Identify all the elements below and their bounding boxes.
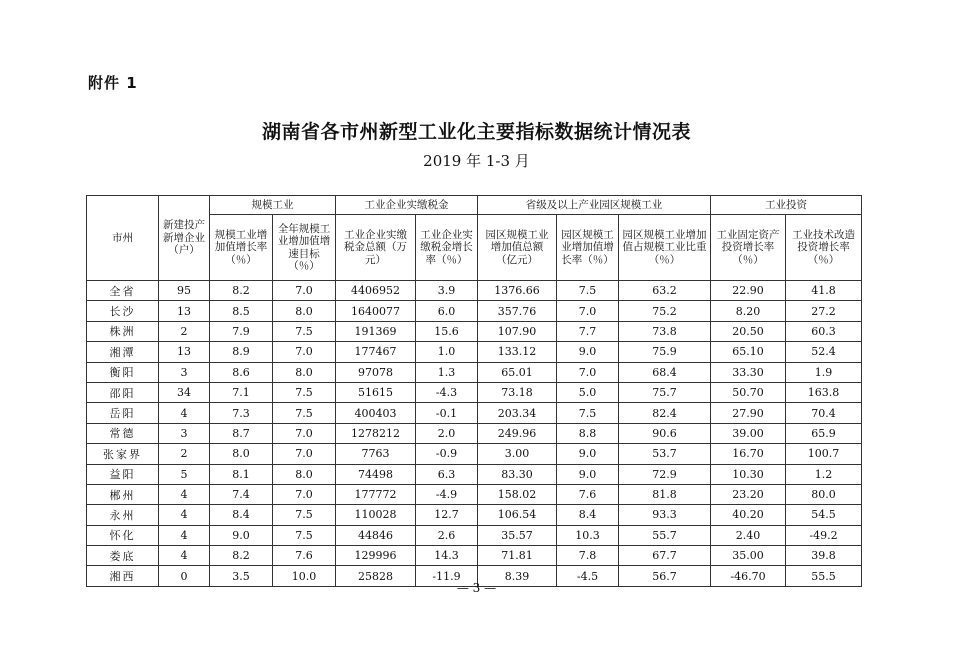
cell-scale-growth: 7.3 xyxy=(210,403,273,423)
cell-tech-invest: 60.3 xyxy=(786,321,862,341)
cell-scale-growth: 7.4 xyxy=(210,484,273,504)
cell-fixed-invest: 27.90 xyxy=(711,403,786,423)
cell-tech-invest: 100.7 xyxy=(786,444,862,464)
cell-scale-growth: 3.5 xyxy=(210,566,273,586)
cell-scale-growth: 8.4 xyxy=(210,505,273,525)
table-row xyxy=(87,484,862,504)
cell-tax-growth: 1.0 xyxy=(416,342,478,362)
cell-park-value: 133.12 xyxy=(478,342,557,362)
cell-park-value: 83.30 xyxy=(478,464,557,484)
cell-city: 湘西 xyxy=(87,566,159,586)
cell-tax-total: 1640077 xyxy=(336,301,416,321)
col-header-new-enterprises: 新建投产新增企业（户） xyxy=(159,196,210,281)
cell-tax-total: 191369 xyxy=(336,321,416,341)
cell-tech-invest: 65.9 xyxy=(786,423,862,443)
cell-park-value: 73.18 xyxy=(478,382,557,402)
cell-fixed-invest: 40.20 xyxy=(711,505,786,525)
cell-city: 益阳 xyxy=(87,464,159,484)
cell-new-enterprises: 3 xyxy=(159,362,210,382)
cell-tax-total: 25828 xyxy=(336,566,416,586)
table-body xyxy=(87,281,862,587)
cell-new-enterprises: 34 xyxy=(159,382,210,402)
cell-tech-invest: 1.9 xyxy=(786,362,862,382)
cell-annual-target: 8.0 xyxy=(273,362,336,382)
cell-new-enterprises: 4 xyxy=(159,403,210,423)
cell-park-growth: 7.8 xyxy=(557,546,619,566)
col-header-fixed-invest: 工业固定资产投资增长率（％） xyxy=(711,215,786,281)
cell-park-growth: 7.7 xyxy=(557,321,619,341)
cell-new-enterprises: 2 xyxy=(159,444,210,464)
cell-city: 娄底 xyxy=(87,546,159,566)
cell-park-value: 158.02 xyxy=(478,484,557,504)
cell-new-enterprises: 4 xyxy=(159,484,210,504)
cell-tax-total: 4406952 xyxy=(336,281,416,301)
cell-tax-growth: -0.1 xyxy=(416,403,478,423)
cell-tax-growth: 3.9 xyxy=(416,281,478,301)
cell-tax-growth: -11.9 xyxy=(416,566,478,586)
cell-scale-growth: 8.0 xyxy=(210,444,273,464)
cell-tax-growth: 6.3 xyxy=(416,464,478,484)
cell-park-growth: 9.0 xyxy=(557,342,619,362)
cell-park-share: 55.7 xyxy=(619,525,711,545)
table-row xyxy=(87,423,862,443)
col-header-city: 市州 xyxy=(87,196,159,281)
cell-park-value: 357.76 xyxy=(478,301,557,321)
cell-city: 长沙 xyxy=(87,301,159,321)
cell-tech-invest: 80.0 xyxy=(786,484,862,504)
cell-city: 郴州 xyxy=(87,484,159,504)
cell-park-share: 68.4 xyxy=(619,362,711,382)
cell-park-growth: 5.0 xyxy=(557,382,619,402)
cell-annual-target: 7.5 xyxy=(273,403,336,423)
cell-city: 怀化 xyxy=(87,525,159,545)
cell-scale-growth: 8.1 xyxy=(210,464,273,484)
cell-tax-growth: 2.0 xyxy=(416,423,478,443)
col-header-scale-growth: 规模工业增加值增长率（％） xyxy=(210,215,273,281)
cell-tax-growth: -4.3 xyxy=(416,382,478,402)
group-header-park: 省级及以上产业园区规模工业 xyxy=(478,196,711,215)
cell-tax-total: 177772 xyxy=(336,484,416,504)
cell-park-share: 72.9 xyxy=(619,464,711,484)
cell-city: 衡阳 xyxy=(87,362,159,382)
cell-fixed-invest: 65.10 xyxy=(711,342,786,362)
cell-tax-total: 51615 xyxy=(336,382,416,402)
cell-park-share: 90.6 xyxy=(619,423,711,443)
col-header-park-share: 园区规模工业增加值占规模工业比重（％） xyxy=(619,215,711,281)
cell-park-growth: 9.0 xyxy=(557,464,619,484)
cell-city: 张家界 xyxy=(87,444,159,464)
cell-city: 湘潭 xyxy=(87,342,159,362)
cell-tax-growth: -0.9 xyxy=(416,444,478,464)
cell-annual-target: 7.5 xyxy=(273,321,336,341)
table-row xyxy=(87,403,862,423)
cell-park-share: 53.7 xyxy=(619,444,711,464)
cell-scale-growth: 9.0 xyxy=(210,525,273,545)
cell-city: 常德 xyxy=(87,423,159,443)
cell-fixed-invest: 50.70 xyxy=(711,382,786,402)
cell-park-share: 75.9 xyxy=(619,342,711,362)
cell-annual-target: 7.5 xyxy=(273,505,336,525)
cell-annual-target: 7.5 xyxy=(273,382,336,402)
cell-new-enterprises: 5 xyxy=(159,464,210,484)
cell-park-share: 73.8 xyxy=(619,321,711,341)
cell-park-share: 82.4 xyxy=(619,403,711,423)
col-header-tax-total: 工业企业实缴税金总额（万元） xyxy=(336,215,416,281)
cell-park-share: 93.3 xyxy=(619,505,711,525)
cell-annual-target: 8.0 xyxy=(273,301,336,321)
cell-park-value: 106.54 xyxy=(478,505,557,525)
cell-tech-invest: 163.8 xyxy=(786,382,862,402)
cell-scale-growth: 8.6 xyxy=(210,362,273,382)
cell-park-value: 249.96 xyxy=(478,423,557,443)
cell-fixed-invest: 35.00 xyxy=(711,546,786,566)
statistics-table xyxy=(86,195,862,587)
cell-fixed-invest: 10.30 xyxy=(711,464,786,484)
cell-park-growth: 7.0 xyxy=(557,301,619,321)
cell-tax-total: 110028 xyxy=(336,505,416,525)
cell-new-enterprises: 13 xyxy=(159,301,210,321)
attachment-label: 附件 1 xyxy=(88,74,138,92)
cell-tech-invest: -49.2 xyxy=(786,525,862,545)
cell-new-enterprises: 4 xyxy=(159,505,210,525)
cell-scale-growth: 8.2 xyxy=(210,281,273,301)
cell-scale-growth: 8.2 xyxy=(210,546,273,566)
table-row xyxy=(87,321,862,341)
cell-park-share: 75.7 xyxy=(619,382,711,402)
col-header-tax-growth: 工业企业实缴税金增长率（％） xyxy=(416,215,478,281)
col-header-park-growth: 园区规模工业增加值增长率（％） xyxy=(557,215,619,281)
cell-tax-total: 74498 xyxy=(336,464,416,484)
cell-park-share: 63.2 xyxy=(619,281,711,301)
cell-scale-growth: 8.7 xyxy=(210,423,273,443)
table-row xyxy=(87,362,862,382)
cell-scale-growth: 7.1 xyxy=(210,382,273,402)
cell-tax-total: 44846 xyxy=(336,525,416,545)
cell-park-share: 67.7 xyxy=(619,546,711,566)
cell-new-enterprises: 2 xyxy=(159,321,210,341)
cell-tax-growth: 1.3 xyxy=(416,362,478,382)
cell-park-value: 8.39 xyxy=(478,566,557,586)
cell-fixed-invest: 33.30 xyxy=(711,362,786,382)
cell-tech-invest: 52.4 xyxy=(786,342,862,362)
group-header-scale-industry: 规模工业 xyxy=(210,196,336,215)
group-header-tax: 工业企业实缴税金 xyxy=(336,196,478,215)
cell-tax-total: 129996 xyxy=(336,546,416,566)
group-header-investment: 工业投资 xyxy=(711,196,862,215)
cell-tax-growth: 6.0 xyxy=(416,301,478,321)
cell-park-growth: 7.5 xyxy=(557,281,619,301)
table-row xyxy=(87,464,862,484)
cell-tax-total: 400403 xyxy=(336,403,416,423)
cell-annual-target: 7.5 xyxy=(273,525,336,545)
cell-city: 邵阳 xyxy=(87,382,159,402)
cell-tax-total: 97078 xyxy=(336,362,416,382)
cell-fixed-invest: 16.70 xyxy=(711,444,786,464)
cell-park-growth: -4.5 xyxy=(557,566,619,586)
cell-tech-invest: 27.2 xyxy=(786,301,862,321)
cell-scale-growth: 8.5 xyxy=(210,301,273,321)
cell-park-growth: 10.3 xyxy=(557,525,619,545)
cell-city: 全省 xyxy=(87,281,159,301)
cell-tech-invest: 70.4 xyxy=(786,403,862,423)
cell-park-value: 3.00 xyxy=(478,444,557,464)
cell-fixed-invest: 20.50 xyxy=(711,321,786,341)
cell-scale-growth: 8.9 xyxy=(210,342,273,362)
col-header-park-value: 园区规模工业增加值总额（亿元） xyxy=(478,215,557,281)
cell-annual-target: 10.0 xyxy=(273,566,336,586)
cell-park-growth: 9.0 xyxy=(557,444,619,464)
cell-park-share: 75.2 xyxy=(619,301,711,321)
cell-park-value: 107.90 xyxy=(478,321,557,341)
cell-new-enterprises: 4 xyxy=(159,525,210,545)
table-row xyxy=(87,525,862,545)
cell-park-share: 56.7 xyxy=(619,566,711,586)
cell-tax-growth: 12.7 xyxy=(416,505,478,525)
table-row xyxy=(87,301,862,321)
cell-park-share: 81.8 xyxy=(619,484,711,504)
cell-park-value: 1376.66 xyxy=(478,281,557,301)
cell-annual-target: 7.0 xyxy=(273,423,336,443)
cell-park-value: 203.34 xyxy=(478,403,557,423)
cell-annual-target: 7.0 xyxy=(273,444,336,464)
cell-fixed-invest: 2.40 xyxy=(711,525,786,545)
cell-tech-invest: 41.8 xyxy=(786,281,862,301)
cell-fixed-invest: 8.20 xyxy=(711,301,786,321)
cell-tax-growth: 15.6 xyxy=(416,321,478,341)
table-row xyxy=(87,342,862,362)
cell-annual-target: 8.0 xyxy=(273,464,336,484)
cell-annual-target: 7.0 xyxy=(273,484,336,504)
cell-fixed-invest: 22.90 xyxy=(711,281,786,301)
cell-fixed-invest: 23.20 xyxy=(711,484,786,504)
cell-tech-invest: 54.5 xyxy=(786,505,862,525)
cell-fixed-invest: -46.70 xyxy=(711,566,786,586)
cell-annual-target: 7.0 xyxy=(273,281,336,301)
cell-park-growth: 7.5 xyxy=(557,403,619,423)
cell-tech-invest: 55.5 xyxy=(786,566,862,586)
table-row xyxy=(87,382,862,402)
page-number: — 3 — xyxy=(456,581,497,595)
cell-park-growth: 8.4 xyxy=(557,505,619,525)
cell-tax-total: 1278212 xyxy=(336,423,416,443)
table-row xyxy=(87,281,862,301)
cell-fixed-invest: 39.00 xyxy=(711,423,786,443)
cell-park-value: 65.01 xyxy=(478,362,557,382)
cell-new-enterprises: 0 xyxy=(159,566,210,586)
cell-annual-target: 7.0 xyxy=(273,342,336,362)
cell-city: 永州 xyxy=(87,505,159,525)
page-title: 湖南省各市州新型工业化主要指标数据统计情况表 xyxy=(261,121,691,143)
cell-annual-target: 7.6 xyxy=(273,546,336,566)
cell-tax-growth: 14.3 xyxy=(416,546,478,566)
cell-city: 岳阳 xyxy=(87,403,159,423)
cell-scale-growth: 7.9 xyxy=(210,321,273,341)
period-subtitle: 2019 年 1-3 月 xyxy=(423,152,530,170)
cell-tech-invest: 1.2 xyxy=(786,464,862,484)
cell-city: 株洲 xyxy=(87,321,159,341)
cell-park-growth: 8.8 xyxy=(557,423,619,443)
cell-park-growth: 7.0 xyxy=(557,362,619,382)
cell-park-value: 71.81 xyxy=(478,546,557,566)
cell-tech-invest: 39.8 xyxy=(786,546,862,566)
table-row xyxy=(87,505,862,525)
cell-park-value: 35.57 xyxy=(478,525,557,545)
table-row xyxy=(87,444,862,464)
cell-tax-growth: 2.6 xyxy=(416,525,478,545)
cell-tax-growth: -4.9 xyxy=(416,484,478,504)
col-header-annual-target: 全年规模工业增加值增速目标（％） xyxy=(273,215,336,281)
cell-tax-total: 177467 xyxy=(336,342,416,362)
header-row-groups xyxy=(87,196,862,215)
col-header-tech-invest: 工业技术改造投资增长率（％） xyxy=(786,215,862,281)
cell-new-enterprises: 13 xyxy=(159,342,210,362)
cell-new-enterprises: 95 xyxy=(159,281,210,301)
cell-tax-total: 7763 xyxy=(336,444,416,464)
cell-new-enterprises: 3 xyxy=(159,423,210,443)
table-row xyxy=(87,546,862,566)
cell-park-growth: 7.6 xyxy=(557,484,619,504)
cell-new-enterprises: 4 xyxy=(159,546,210,566)
